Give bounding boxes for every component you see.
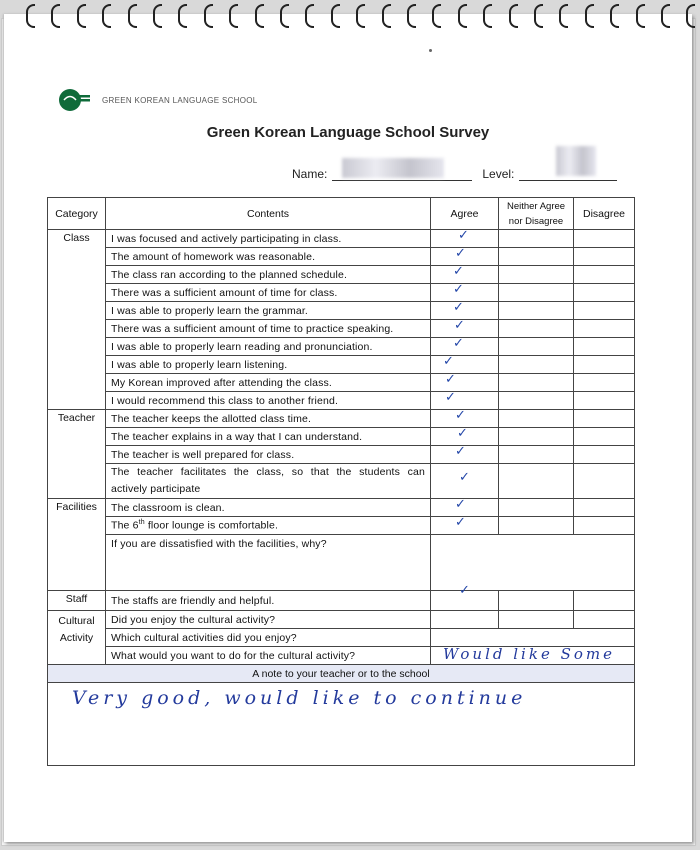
agree-cell[interactable] bbox=[431, 356, 499, 374]
category-facilities: Facilities bbox=[48, 499, 106, 591]
neither-cell[interactable] bbox=[499, 446, 574, 464]
col-disagree: Disagree bbox=[574, 198, 635, 230]
disagree-cell[interactable] bbox=[574, 248, 635, 266]
row-text: I was able to properly learn listening. bbox=[106, 356, 431, 374]
check-mark-icon: ✓ bbox=[455, 444, 466, 459]
table-row bbox=[48, 446, 635, 464]
agree-cell[interactable] bbox=[431, 446, 499, 464]
disagree-cell[interactable] bbox=[574, 356, 635, 374]
neither-cell[interactable] bbox=[499, 374, 574, 392]
neither-cell[interactable] bbox=[499, 266, 574, 284]
binding-ring-icon bbox=[483, 4, 492, 28]
disagree-cell[interactable] bbox=[574, 611, 635, 629]
col-neither bbox=[499, 198, 574, 230]
binding-ring-icon bbox=[153, 4, 162, 28]
check-mark-icon: ✓ bbox=[453, 300, 464, 315]
cultural-enjoyed-field[interactable] bbox=[431, 629, 635, 647]
neither-cell[interactable] bbox=[499, 499, 574, 517]
table-row bbox=[48, 374, 635, 392]
agree-cell[interactable] bbox=[431, 464, 499, 499]
binding-ring-icon bbox=[636, 4, 645, 28]
binding-ring-icon bbox=[331, 4, 340, 28]
binding-ring-icon bbox=[509, 4, 518, 28]
row-text: I was focused and actively participating in class. bbox=[106, 230, 431, 248]
col-neither-line2: nor Disagree bbox=[508, 215, 564, 227]
school-logo bbox=[58, 88, 258, 112]
check-mark-icon: ✓ bbox=[458, 228, 469, 243]
check-mark-icon: ✓ bbox=[453, 336, 464, 351]
check-mark-icon: ✓ bbox=[455, 246, 466, 261]
agree-cell[interactable] bbox=[431, 284, 499, 302]
check-mark-icon: ✓ bbox=[459, 583, 470, 598]
redacted-name bbox=[342, 158, 444, 178]
ordinal-superscript: th bbox=[138, 519, 145, 527]
row-text-line2: actively participate bbox=[111, 483, 201, 495]
disagree-cell[interactable] bbox=[574, 374, 635, 392]
row-text: I would recommend this class to another friend. bbox=[106, 392, 431, 410]
neither-cell[interactable] bbox=[499, 428, 574, 446]
check-mark-icon: ✓ bbox=[454, 318, 465, 333]
handwritten-note: Very good, would like to continue bbox=[72, 687, 527, 709]
binding-ring-icon bbox=[432, 4, 441, 28]
disagree-cell[interactable] bbox=[574, 428, 635, 446]
row-text-part: floor lounge is comfortable. bbox=[144, 519, 279, 532]
agree-cell[interactable] bbox=[431, 248, 499, 266]
agree-cell[interactable] bbox=[431, 517, 499, 535]
table-row bbox=[48, 230, 635, 248]
agree-cell[interactable] bbox=[431, 374, 499, 392]
agree-cell[interactable] bbox=[431, 392, 499, 410]
disagree-cell[interactable] bbox=[574, 284, 635, 302]
agree-cell[interactable] bbox=[431, 230, 499, 248]
handwritten-answer: Would like Some bbox=[443, 645, 615, 663]
disagree-cell[interactable] bbox=[574, 591, 635, 611]
binding-ring-icon bbox=[559, 4, 568, 28]
row-text: The classroom is clean. bbox=[106, 499, 431, 517]
row-text: The staffs are friendly and helpful. bbox=[106, 591, 431, 611]
header-row bbox=[48, 198, 635, 230]
table-row bbox=[48, 499, 635, 517]
agree-cell[interactable] bbox=[431, 499, 499, 517]
binding-ring-icon bbox=[585, 4, 594, 28]
neither-cell[interactable] bbox=[499, 230, 574, 248]
table-row bbox=[48, 302, 635, 320]
check-mark-icon: ✓ bbox=[453, 264, 464, 279]
neither-cell[interactable] bbox=[499, 392, 574, 410]
check-mark-icon: ✓ bbox=[457, 426, 468, 441]
level-label: Level: bbox=[482, 167, 515, 181]
row-text: There was a sufficient amount of time for class. bbox=[106, 284, 431, 302]
agree-cell[interactable] bbox=[431, 611, 499, 629]
binding-ring-icon bbox=[534, 4, 543, 28]
col-neither-line1: Neither Agree bbox=[506, 200, 566, 212]
agree-cell[interactable] bbox=[431, 320, 499, 338]
row-text: There was a sufficient amount of time to practice speaking. bbox=[106, 320, 431, 338]
binding-ring-icon bbox=[610, 4, 619, 28]
table-row bbox=[48, 356, 635, 374]
table-row bbox=[48, 392, 635, 410]
row-text: My Korean improved after attending the class. bbox=[106, 374, 431, 392]
table-row bbox=[48, 647, 635, 665]
survey-page bbox=[4, 14, 692, 842]
disagree-cell[interactable] bbox=[574, 230, 635, 248]
note-header-row bbox=[48, 665, 635, 683]
table-row bbox=[48, 535, 635, 591]
row-text: The teacher keeps the allotted class time. bbox=[106, 410, 431, 428]
binding-ring-icon bbox=[280, 4, 289, 28]
neither-cell[interactable] bbox=[499, 517, 574, 535]
agree-cell[interactable] bbox=[431, 302, 499, 320]
binding-ring-icon bbox=[51, 4, 60, 28]
table-row bbox=[48, 629, 635, 647]
category-class: Class bbox=[48, 230, 106, 410]
binding-ring-icon bbox=[26, 4, 35, 28]
row-text: The teacher is well prepared for class. bbox=[106, 446, 431, 464]
row-text: The teacher explains in a way that I can understand. bbox=[106, 428, 431, 446]
agree-cell[interactable] bbox=[431, 583, 499, 611]
page-title: Green Korean Language School Survey bbox=[206, 124, 490, 141]
table-row bbox=[48, 320, 635, 338]
neither-cell[interactable] bbox=[499, 464, 574, 499]
binding-ring-icon bbox=[356, 4, 365, 28]
row-text: The amount of homework was reasonable. bbox=[106, 248, 431, 266]
binding-ring-icon bbox=[661, 4, 670, 28]
check-mark-icon: ✓ bbox=[455, 497, 466, 512]
neither-cell[interactable] bbox=[499, 338, 574, 356]
binding-ring-icon bbox=[128, 4, 137, 28]
disagree-cell[interactable] bbox=[574, 517, 635, 535]
disagree-cell[interactable] bbox=[574, 499, 635, 517]
category-staff: Staff bbox=[48, 591, 106, 611]
category-teacher: Teacher bbox=[48, 410, 106, 499]
agree-cell[interactable] bbox=[431, 410, 499, 428]
binding-ring-icon bbox=[77, 4, 86, 28]
disagree-cell[interactable] bbox=[574, 464, 635, 499]
check-mark-icon: ✓ bbox=[443, 354, 454, 369]
row-text-multiline bbox=[106, 464, 431, 499]
row-text: Which cultural activities did you enjoy? bbox=[106, 629, 431, 647]
row-text: Did you enjoy the cultural activity? bbox=[106, 611, 431, 629]
disagree-cell[interactable] bbox=[574, 302, 635, 320]
col-agree: Agree bbox=[431, 198, 499, 230]
table-row bbox=[48, 410, 635, 428]
col-contents: Contents bbox=[106, 198, 431, 230]
neither-cell[interactable] bbox=[499, 320, 574, 338]
table-row bbox=[48, 338, 635, 356]
redacted-level bbox=[556, 146, 596, 176]
table-row bbox=[48, 284, 635, 302]
disagree-cell[interactable] bbox=[574, 392, 635, 410]
disagree-cell[interactable] bbox=[574, 266, 635, 284]
row-text: I was able to properly learn the grammar. bbox=[106, 302, 431, 320]
row-text-part: The 6 bbox=[111, 519, 139, 532]
check-mark-icon: ✓ bbox=[455, 515, 466, 530]
name-label: Name: bbox=[292, 167, 328, 181]
agree-cell[interactable] bbox=[431, 338, 499, 356]
neither-cell[interactable] bbox=[499, 248, 574, 266]
table-row bbox=[48, 266, 635, 284]
speck bbox=[429, 49, 432, 52]
neither-cell[interactable] bbox=[499, 284, 574, 302]
disagree-cell[interactable] bbox=[574, 446, 635, 464]
neither-cell[interactable] bbox=[499, 356, 574, 374]
row-text: What would you want to do for the cultural activity? bbox=[106, 647, 431, 665]
table-row bbox=[48, 248, 635, 266]
row-text: I was able to properly learn reading and pronunciation. bbox=[106, 338, 431, 356]
note-row bbox=[48, 683, 635, 766]
binding-ring-icon bbox=[458, 4, 467, 28]
table-row bbox=[48, 517, 635, 535]
spiral-binding bbox=[0, 0, 700, 30]
table-row bbox=[48, 464, 635, 499]
check-mark-icon: ✓ bbox=[445, 390, 456, 405]
row-text: The class ran according to the planned schedule. bbox=[106, 266, 431, 284]
col-category: Category bbox=[48, 198, 106, 230]
category-cultural-activity bbox=[48, 611, 106, 665]
row-text bbox=[106, 517, 431, 535]
row-text-line1: The teacher facilitates the class, so that the students can bbox=[111, 466, 425, 478]
logo-emblem-icon bbox=[58, 88, 92, 112]
agree-cell[interactable] bbox=[431, 428, 499, 446]
disagree-cell[interactable] bbox=[574, 410, 635, 428]
note-field[interactable] bbox=[48, 683, 635, 766]
disagree-cell[interactable] bbox=[574, 320, 635, 338]
binding-ring-icon bbox=[178, 4, 187, 28]
neither-cell[interactable] bbox=[499, 410, 574, 428]
note-heading: A note to your teacher or to the school bbox=[48, 665, 635, 683]
category-cultural-line2: Activity bbox=[59, 632, 94, 644]
binding-ring-icon bbox=[305, 4, 314, 28]
row-text: If you are dissatisfied with the facilities, why? bbox=[106, 535, 431, 591]
binding-ring-icon bbox=[229, 4, 238, 28]
cultural-wish-field[interactable] bbox=[431, 647, 635, 665]
table-row bbox=[48, 428, 635, 446]
table-row bbox=[48, 611, 635, 629]
binding-ring-icon bbox=[686, 4, 695, 28]
binding-ring-icon bbox=[255, 4, 264, 28]
neither-cell[interactable] bbox=[499, 302, 574, 320]
logo-text: GREEN KOREAN LANGUAGE SCHOOL bbox=[102, 95, 258, 105]
category-cultural-line1: Cultural bbox=[58, 615, 95, 627]
neither-cell[interactable] bbox=[499, 591, 574, 611]
binding-ring-icon bbox=[407, 4, 416, 28]
binding-ring-icon bbox=[382, 4, 391, 28]
check-mark-icon: ✓ bbox=[453, 282, 464, 297]
check-mark-icon: ✓ bbox=[445, 372, 456, 387]
check-mark-icon: ✓ bbox=[459, 470, 470, 485]
check-mark-icon: ✓ bbox=[455, 408, 466, 423]
binding-ring-icon bbox=[204, 4, 213, 28]
disagree-cell[interactable] bbox=[574, 338, 635, 356]
binding-ring-icon bbox=[102, 4, 111, 28]
agree-cell[interactable] bbox=[431, 266, 499, 284]
table-row bbox=[48, 591, 635, 611]
neither-cell[interactable] bbox=[499, 611, 574, 629]
survey-table bbox=[47, 197, 635, 766]
